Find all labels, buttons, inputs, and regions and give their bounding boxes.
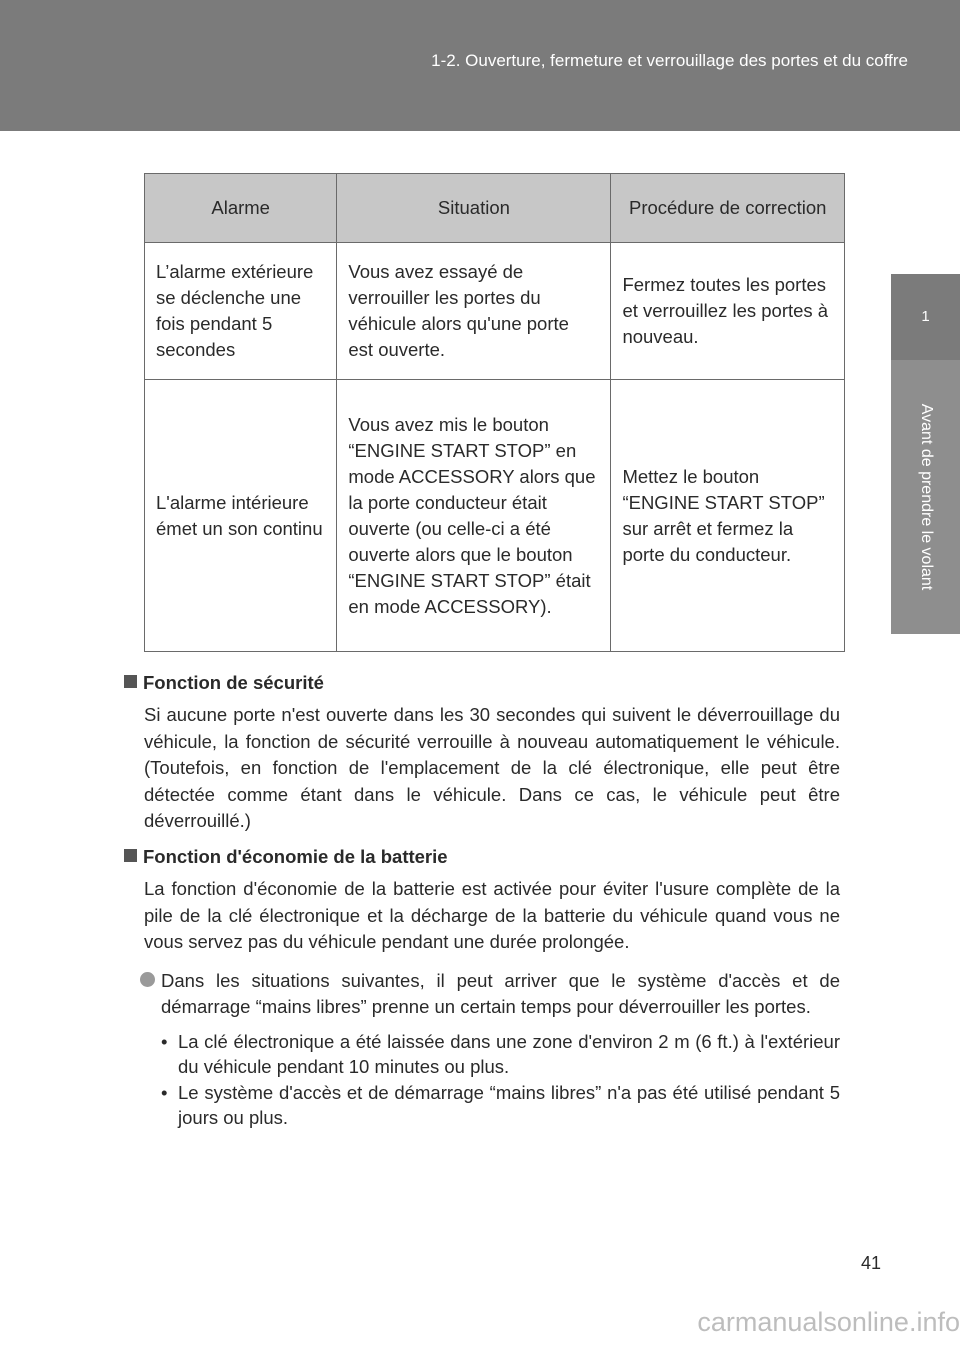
square-bullet-icon bbox=[124, 849, 137, 862]
column-header-alarm: Alarme bbox=[145, 174, 337, 243]
watermark: carmanualsonline.info bbox=[697, 1307, 960, 1337]
security-section bbox=[124, 669, 840, 835]
alarm-table bbox=[144, 173, 845, 652]
cell-situation: Vous avez mis le bouton “ENGINE START STOP” en mode ACCESSORY alors que la porte conducteur était ouverte (ou celle-ci a été ouverte alors que le bouton “ENGINE START STOP” était en mode ACCESSORY). bbox=[337, 380, 611, 652]
header-title: 1-2. Ouverture, fermeture et verrouillage des portes et du coffre bbox=[431, 51, 908, 70]
cell-alarm: L’alarme extérieure se déclenche une fois pendant 5 secondes bbox=[145, 243, 337, 380]
list-item bbox=[161, 968, 840, 1021]
sub-item-text: La clé électronique a été laissée dans une zone d'environ 2 m (6 ft.) à l'extérieur du véhicule pendant 10 minutes ou plus. bbox=[178, 1030, 840, 1077]
table-row bbox=[145, 243, 845, 380]
dot-bullet-icon: • bbox=[161, 1081, 168, 1103]
cell-correction: Fermez toutes les portes et verrouillez les portes à nouveau. bbox=[611, 243, 845, 380]
square-bullet-icon bbox=[124, 675, 137, 688]
cell-situation: Vous avez essayé de verrouiller les portes du véhicule alors qu'une porte est ouverte. bbox=[337, 243, 611, 380]
page-header bbox=[0, 0, 960, 131]
chapter-label-tab bbox=[891, 360, 960, 634]
security-text: Si aucune porte n'est ouverte dans les 30 secondes qui suivent le déverrouillage du véhicule, la fonction de sécurité verrouille à nouveau automatiquement le véhicule. (Toutefois, en fonction de l'emplacement de la clé électronique, elle peut être détectée comme étant dans le véhicule. Dans ce cas, le véhicule peut être déverrouillé.) bbox=[144, 704, 840, 831]
battery-section bbox=[124, 843, 840, 1131]
security-heading bbox=[124, 669, 840, 697]
column-header-correction: Procédure de correction bbox=[611, 174, 845, 243]
circle-bullet-icon bbox=[140, 972, 155, 987]
battery-heading-text: Fonction d'économie de la batterie bbox=[143, 846, 448, 867]
cell-alarm: L'alarme intérieure émet un son continu bbox=[145, 380, 337, 652]
column-header-situation: Situation bbox=[337, 174, 611, 243]
battery-bullet-text: Dans les situations suivantes, il peut arriver que le système d'accès et de démarrage “mains libres” prenne un certain temps pour déverrouiller les portes. bbox=[161, 969, 840, 1017]
security-heading-text: Fonction de sécurité bbox=[143, 672, 324, 693]
battery-heading bbox=[124, 843, 840, 871]
battery-text: La fonction d'économie de la batterie est activée pour éviter l'usure complète de la pile de la clé électronique et la décharge de la batterie du véhicule quand vous ne vous servez pas du véhicule pendant une durée prolongée. bbox=[144, 878, 840, 952]
list-item bbox=[161, 1029, 840, 1080]
sub-item-text: Le système d'accès et de démarrage “mains libres” n'a pas été utilisé pendant 5 jours ou plus. bbox=[178, 1081, 840, 1128]
list-item bbox=[161, 1080, 840, 1131]
dot-bullet-icon: • bbox=[161, 1030, 168, 1052]
chapter-number-tab: 1 bbox=[891, 274, 960, 360]
table-header-row bbox=[145, 174, 845, 243]
table-row bbox=[145, 380, 845, 652]
cell-correction: Mettez le bouton “ENGINE START STOP” sur arrêt et fermez la porte du conducteur. bbox=[611, 380, 845, 652]
sub-list bbox=[161, 1029, 840, 1131]
page-number: 41 bbox=[860, 1253, 881, 1273]
chapter-label: Avant de prendre le volant bbox=[917, 403, 935, 591]
